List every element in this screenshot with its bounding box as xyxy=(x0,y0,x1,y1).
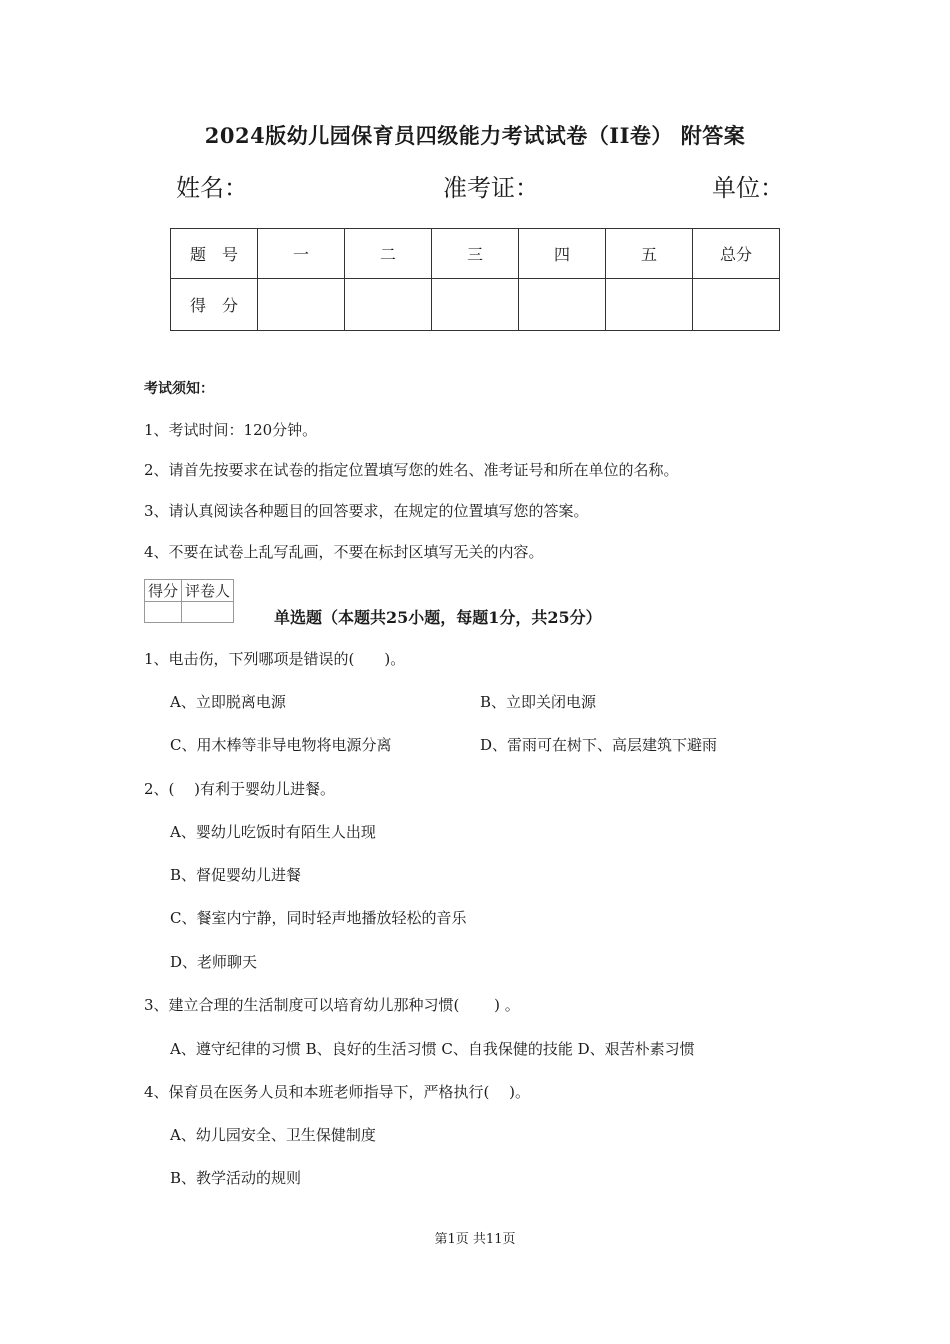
question-stem: 2、( )有利于婴幼儿进餐。 xyxy=(144,780,336,798)
question-option: B、督促婴幼儿进餐 xyxy=(170,866,302,884)
score-header-cell: 总分 xyxy=(693,229,780,279)
name-label: 姓名： xyxy=(176,174,248,202)
question-option: A、立即脱离电源 xyxy=(170,693,286,711)
page-footer: 第1页 共11页 xyxy=(434,1232,516,1247)
score-cell[interactable] xyxy=(519,279,606,331)
score-table xyxy=(170,228,780,331)
question-option: A、遵守纪律的习惯 B、良好的生活习惯 C、自我保健的技能 D、艰苦朴素习惯 xyxy=(170,1040,695,1058)
notice-item: 3、请认真阅读各种题目的回答要求，在规定的位置填写您的答案。 xyxy=(144,502,589,520)
question-option: D、老师聊天 xyxy=(170,953,258,971)
notice-item: 2、请首先按要求在试卷的指定位置填写您的姓名、准考证号和所在单位的名称。 xyxy=(144,461,679,479)
score-cell[interactable] xyxy=(345,279,432,331)
question-option: B、教学活动的规则 xyxy=(170,1169,302,1187)
score-cell[interactable] xyxy=(606,279,693,331)
section-title: 单选题（本题共25小题，每题1分，共25分） xyxy=(274,608,602,627)
question-stem: 4、保育员在医务人员和本班老师指导下，严格执行( )。 xyxy=(144,1083,531,1101)
score-cell[interactable] xyxy=(432,279,519,331)
grader-score-label: 得分 xyxy=(145,580,182,602)
document-title: 2024版幼儿园保育员四级能力考试试卷（II卷） 附答案 xyxy=(204,123,746,148)
notice-item: 1、考试时间：120分钟。 xyxy=(144,421,318,439)
question-option: A、婴幼儿吃饭时有陌生人出现 xyxy=(170,823,376,841)
notice-item: 4、不要在试卷上乱写乱画，不要在标封区填写无关的内容。 xyxy=(144,543,544,561)
notice-title: 考试须知： xyxy=(144,381,214,397)
question-option: C、用木棒等非导电物将电源分离 xyxy=(170,736,392,754)
question-stem: 3、建立合理的生活制度可以培育幼儿那种习惯( ) 。 xyxy=(144,996,520,1014)
question-option: D、雷雨可在树下、高层建筑下避雨 xyxy=(480,736,718,754)
unit-label: 单位： xyxy=(712,174,784,202)
score-row-label: 得 分 xyxy=(171,279,258,331)
grader-reviewer-label: 评卷人 xyxy=(182,580,234,602)
score-cell[interactable] xyxy=(693,279,780,331)
score-header-cell: 题 号 xyxy=(171,229,258,279)
grader-score-cell[interactable] xyxy=(145,602,182,623)
score-cell[interactable] xyxy=(258,279,345,331)
grader-reviewer-cell[interactable] xyxy=(182,602,234,623)
question-option: C、餐室内宁静，同时轻声地播放轻松的音乐 xyxy=(170,909,467,927)
grader-box xyxy=(144,579,234,623)
score-header-cell: 五 xyxy=(606,229,693,279)
score-table-score-row xyxy=(171,279,780,331)
score-header-cell: 二 xyxy=(345,229,432,279)
score-header-cell: 三 xyxy=(432,229,519,279)
score-table-header-row xyxy=(171,229,780,279)
exam-id-label: 准考证： xyxy=(443,174,539,202)
score-header-cell: 四 xyxy=(519,229,606,279)
score-header-cell: 一 xyxy=(258,229,345,279)
question-option: B、立即关闭电源 xyxy=(480,693,597,711)
question-stem: 1、电击伤，下列哪项是错误的( )。 xyxy=(144,650,406,668)
question-option: A、幼儿园安全、卫生保健制度 xyxy=(170,1126,376,1144)
